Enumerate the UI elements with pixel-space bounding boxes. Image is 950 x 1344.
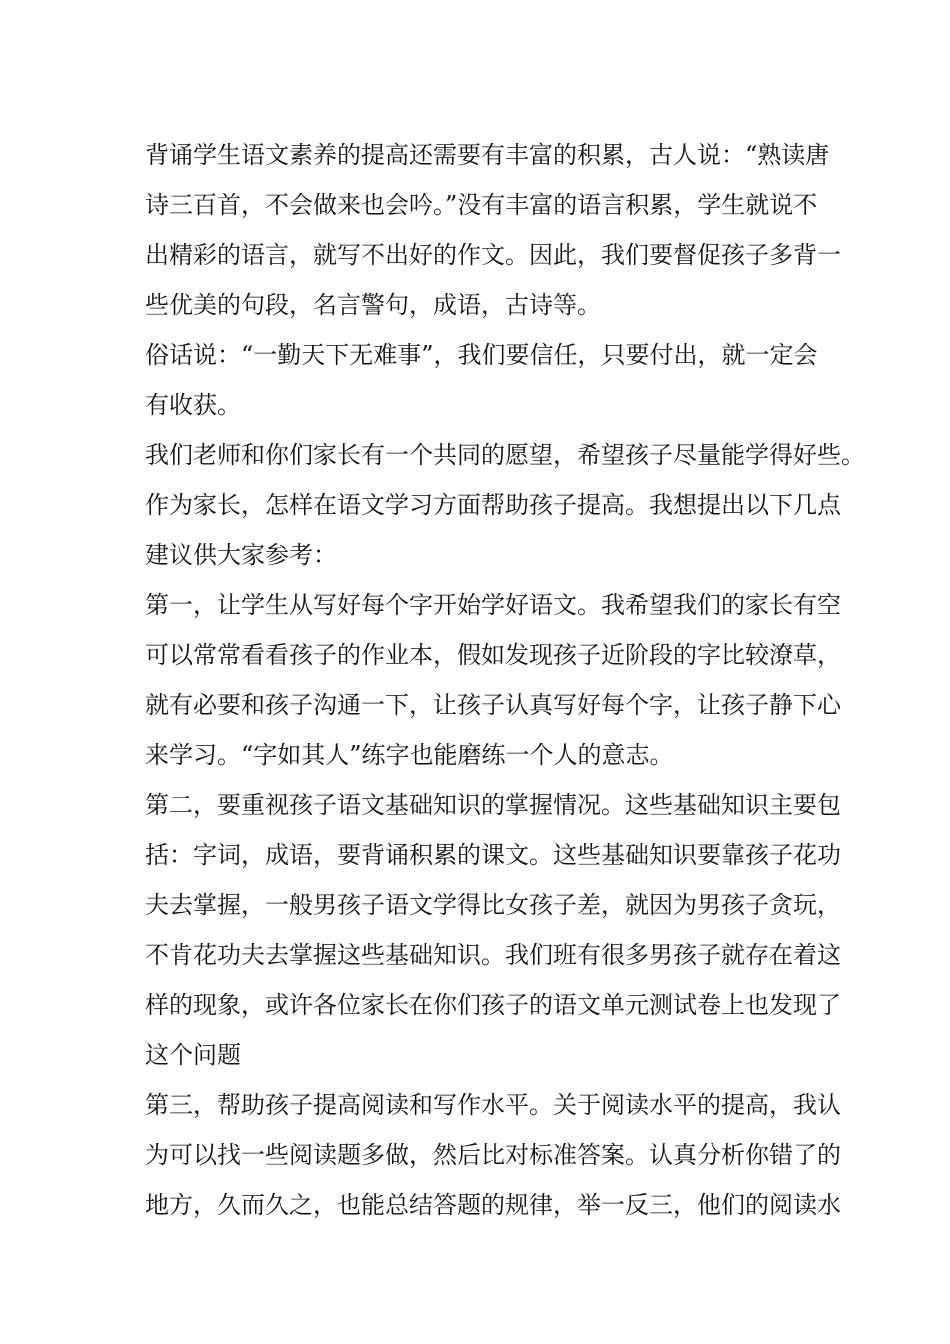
document-body [145,130,865,1230]
text-line: 第一，让学生从写好每个字开始学好语文。我希望我们的家长有空 [145,591,841,619]
text-line: 出精彩的语言，就写不出好的作文。因此，我们要督促孩子多背一 [145,241,841,269]
text-line: 地方，久而久之，也能总结答题的规律，举一反三，他们的阅读水 [145,1191,841,1219]
text-line: 就有必要和孩子沟通一下，让孩子认真写好每个字，让孩子静下心 [145,691,841,719]
text-line: 我们老师和你们家长有一个共同的愿望，希望孩子尽量能学得好些。 [145,441,865,469]
text-line: 背诵学生语文素养的提高还需要有丰富的积累，古人说：“熟读唐 [145,141,830,169]
text-line: 第二，要重视孩子语文基础知识的掌握情况。这些基础知识主要包 [145,791,841,819]
text-line: 括：字词，成语，要背诵积累的课文。这些基础知识要靠孩子花功 [145,841,841,869]
text-line: 第三，帮助孩子提高阅读和写作水平。关于阅读水平的提高，我认 [145,1091,841,1119]
text-line: 来学习。“字如其人”练字也能磨练一个人的意志。 [145,741,674,769]
text-line: 俗话说：“一勤天下无难事”，我们要信任，只要付出，就一定会 [145,341,818,369]
text-line: 些优美的句段，名言警句，成语，古诗等。 [145,291,601,319]
text-line: 样的现象，或许各位家长在你们孩子的语文单元测试卷上也发现了 [145,991,841,1019]
text-line: 夫去掌握，一般男孩子语文学得比女孩子差，就因为男孩子贪玩， [145,891,841,919]
text-line: 为可以找一些阅读题多做，然后比对标准答案。认真分析你错了的 [145,1141,841,1169]
text-line: 建议供大家参考： [145,541,337,569]
text-line: 这个问题 [145,1041,241,1069]
text-line: 有收获。 [145,391,241,419]
text-line: 可以常常看看孩子的作业本，假如发现孩子近阶段的字比较潦草， [145,641,841,669]
text-line: 诗三百首，不会做来也会吟。”没有丰富的语言积累，学生就说不 [145,191,818,219]
text-line: 作为家长，怎样在语文学习方面帮助孩子提高。我想提出以下几点 [145,491,841,519]
text-line: 不肯花功夫去掌握这些基础知识。我们班有很多男孩子就存在着这 [145,941,841,969]
